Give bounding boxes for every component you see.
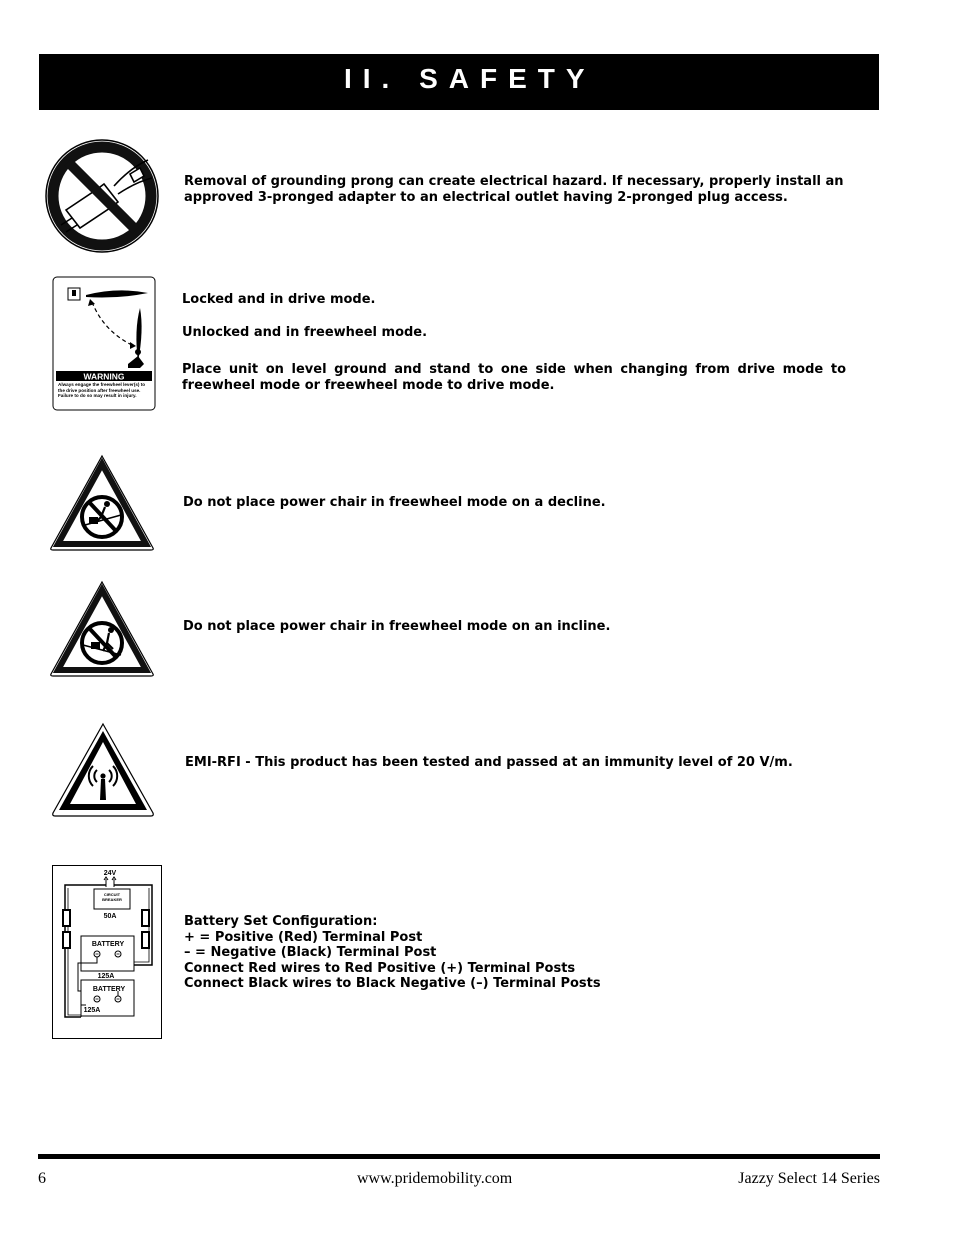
footer-website: www.pridemobility.com	[357, 1170, 513, 1187]
battery-configuration-text	[184, 914, 864, 992]
diagram-battery-1-label: BATTERY	[91, 941, 125, 948]
diagram-breaker-amps: 50A	[103, 913, 117, 920]
freewheel-unlocked-text: Unlocked and in freewheel mode.	[182, 325, 428, 340]
battery-line-4: Connect Red wires to Red Positive (+) Terminal Posts	[184, 960, 576, 976]
diagram-battery-2-label: BATTERY	[92, 986, 126, 993]
emi-rfi-text: EMI-RFI - This product has been tested and passed at an immunity level of 20 V/m.	[185, 755, 793, 770]
freewheel-label-text: Always engage the freewheel lever(s) to the drive position after freewheel use. Failure to do so may result in injury.	[58, 382, 146, 399]
freewheel-lever-label-icon	[52, 276, 156, 411]
emi-rfi-radiation-icon	[50, 722, 156, 818]
diagram-voltage-label: 24V	[103, 870, 117, 877]
section-header	[39, 54, 879, 110]
freewheel-place-text: Place unit on level ground and stand to one side when changing from drive mode to freewheel mode or freewheel mode to drive mode.	[182, 362, 846, 393]
battery-line-1: Battery Set Configuration:	[184, 914, 378, 929]
no-grounding-prong-removal-icon	[44, 138, 160, 254]
no-freewheel-incline-icon	[47, 579, 157, 679]
incline-warning-text: Do not place power chair in freewheel mode on an incline.	[183, 619, 611, 634]
battery-line-5: Connect Black wires to Black Negative (–) Terminal Posts	[184, 976, 601, 992]
page-number: 6	[38, 1170, 46, 1187]
footer-rule	[38, 1154, 880, 1159]
battery-line-2: + = Positive (Red) Terminal Post	[184, 929, 423, 945]
freewheel-locked-text: Locked and in drive mode.	[182, 292, 376, 307]
battery-line-3: – = Negative (Black) Terminal Post	[184, 945, 437, 961]
no-freewheel-decline-icon	[47, 453, 157, 553]
diagram-battery-2-amps: 125A	[83, 1007, 101, 1014]
section-title: II. SAFETY	[344, 63, 596, 94]
freewheel-label-warning: WARNING	[83, 371, 125, 382]
decline-warning-text: Do not place power chair in freewheel mode on a decline.	[183, 495, 606, 510]
battery-configuration-diagram	[52, 865, 162, 1040]
diagram-battery-1-amps: 125A	[97, 973, 115, 980]
footer-series: Jazzy Select 14 Series	[738, 1170, 880, 1187]
grounding-warning-text: Removal of grounding prong can create electrical hazard. If necessary, properly install an approved 3-pronged adapter to an electrical outlet having 2-pronged plug access.	[184, 174, 844, 205]
diagram-breaker-label: CIRCUIT BREAKER	[102, 892, 122, 902]
